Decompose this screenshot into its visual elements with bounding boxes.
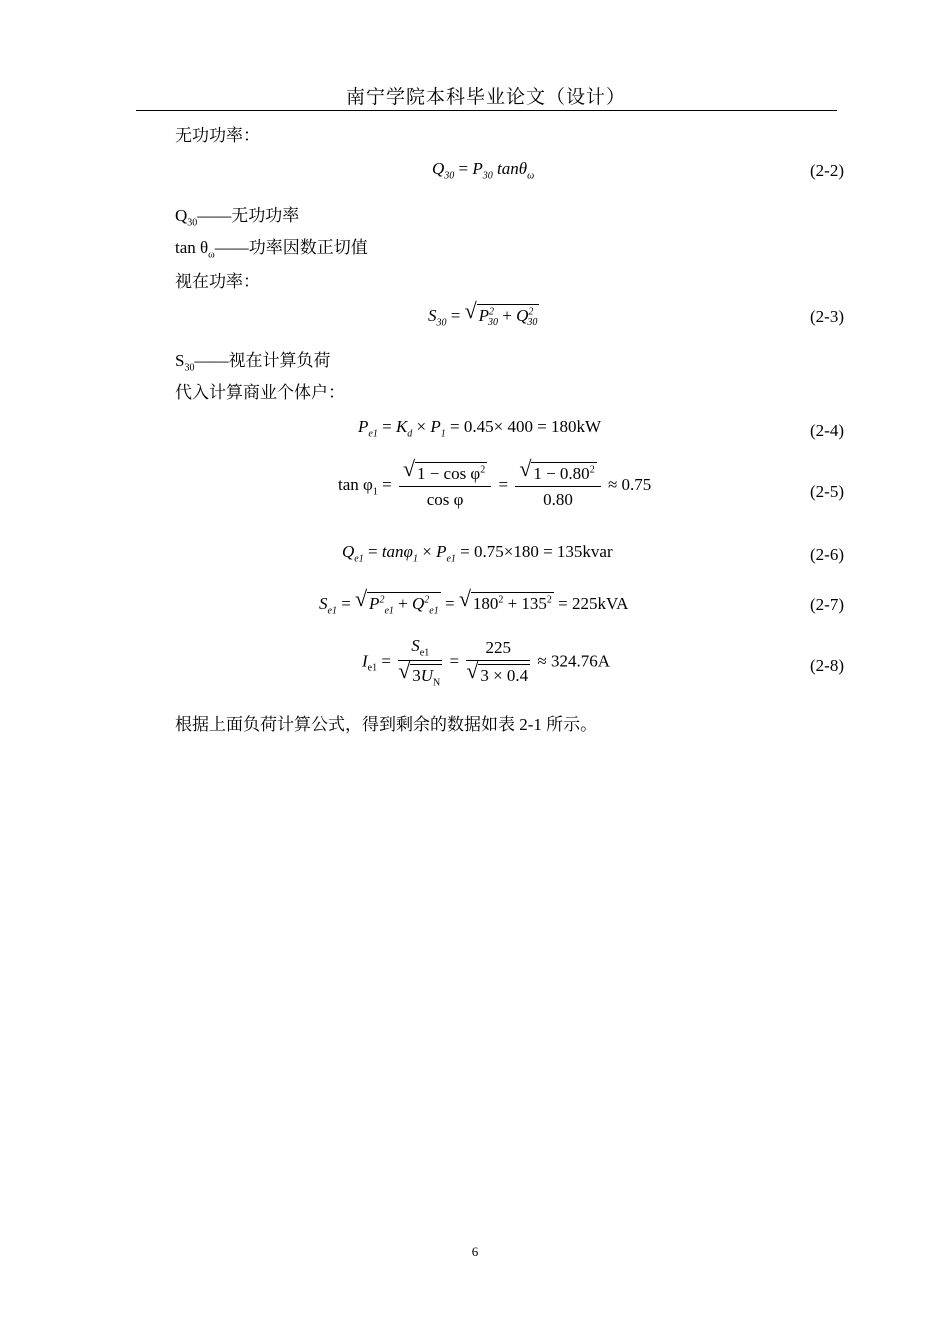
equation-2-3-number: (2-3) (810, 307, 844, 326)
equation-2-4-formula: $P_{e1} = K_d \times P_1 = 0.45\times 400 = 180kW$ (358, 417, 602, 440)
q30-symbol: Q (175, 206, 188, 225)
equation-2-5-den2: 0.80 (543, 490, 573, 509)
equation-2-6-formula: $Q_{e1} = \tan\varphi_1 \times P_{e1} = 0.75\times 180$ = 135kvar (342, 542, 613, 565)
header-rule (136, 110, 837, 111)
equation-2-5-frac-1: √ $1 - \cos \varphi^2$ cos φ (399, 462, 491, 510)
equation-2-3-formula: $S_{30}$ = √ $P^2_{30} + Q^2_{30}$ (428, 298, 538, 329)
equation-2-5-result: ≈ 0.75 (607, 474, 652, 494)
equation-2-4-rhs: = 0.45× 400 = 180kW (450, 417, 602, 436)
equation-2-5-formula: $\tan \varphi_1$ = √ $1 - \cos \varphi^2$ cos φ = √ $1 - 0.80^2$ 0.80 ≈ 0.75 (338, 456, 652, 509)
s30-desc: ——视在计算负荷 (194, 351, 331, 370)
equation-2-8-number: (2-8) (810, 656, 844, 675)
equation-2-8-num2: 225 (466, 638, 530, 661)
s30-definition (175, 346, 330, 373)
substitute-label: 代入计算商业个体户： (175, 383, 345, 402)
equation-2-7-formula: $S_{e1}$ = √ $P^2_{e1} + Q^2_{e1}$ = √ $180^2 + 135^2 = 225kVA$ (319, 586, 629, 617)
tan-desc: ——功率因数正切值 (214, 238, 368, 257)
equation-2-8-den2: 3 × 0.4 (480, 666, 529, 686)
equation-2-7-mid: 180 (472, 594, 499, 613)
equation-2-5-num2: 1 − 0.80 (533, 464, 590, 483)
equation-2-8 (136, 636, 844, 696)
s30-sub: 30 (184, 362, 195, 374)
page-header: 南宁学院本科毕业论文（设计） (345, 87, 626, 108)
equation-2-8-frac-2: 225 √ 3 × 0.4 (466, 638, 529, 686)
equation-2-8-formula: $I_{e1}$ = $S_{e1}$ √ $3U_N$ = 225 √ 3 × 0.4 ≈ 324.76A (362, 636, 611, 689)
reactive-power-label: 无功功率： (175, 126, 260, 145)
equation-2-5 (136, 456, 844, 522)
equation-2-5-num1: 1 − cos φ (416, 464, 481, 483)
conclusion-paragraph: 根据上面负荷计算公式，得到剩余的数据如表 2-1 所示。 (175, 715, 598, 734)
tan-symbol: tan θ (175, 238, 209, 257)
page-number: 6 (471, 1244, 479, 1259)
equation-2-5-frac-2: √ $1 - 0.80^2$ 0.80 (515, 462, 600, 510)
equation-2-8-result: ≈ 324.76A (537, 651, 611, 671)
equation-2-7-mid2: + 135 (507, 594, 547, 613)
equation-2-7-number: (2-7) (810, 595, 844, 614)
tan-sub: ω (208, 249, 215, 261)
apparent-power-label: 视在功率： (175, 272, 260, 291)
s30-symbol: S (175, 351, 185, 370)
equation-2-6-number: (2-6) (810, 545, 844, 564)
equation-2-4-number: (2-4) (810, 421, 844, 440)
equation-2-2-number: (2-2) (810, 161, 844, 180)
equation-2-5-den1: cos φ (426, 490, 464, 509)
equation-2-8-frac-1: $S_{e1}$ √ $3U_N$ (398, 636, 441, 689)
q30-definition (175, 201, 299, 228)
equation-2-5-number: (2-5) (810, 482, 844, 501)
equation-2-6-rhs: = 0.75×180 = 135kvar (460, 542, 613, 561)
equation-2-7-rhs: = 225kVA (558, 594, 629, 613)
equation-2-2-formula: $Q_{30} = P_{30}$ tanθ$_\omega$ (432, 159, 535, 182)
q30-sub: 30 (187, 217, 198, 229)
q30-desc: ——无功功率 (197, 206, 300, 225)
tan-definition (175, 233, 368, 260)
